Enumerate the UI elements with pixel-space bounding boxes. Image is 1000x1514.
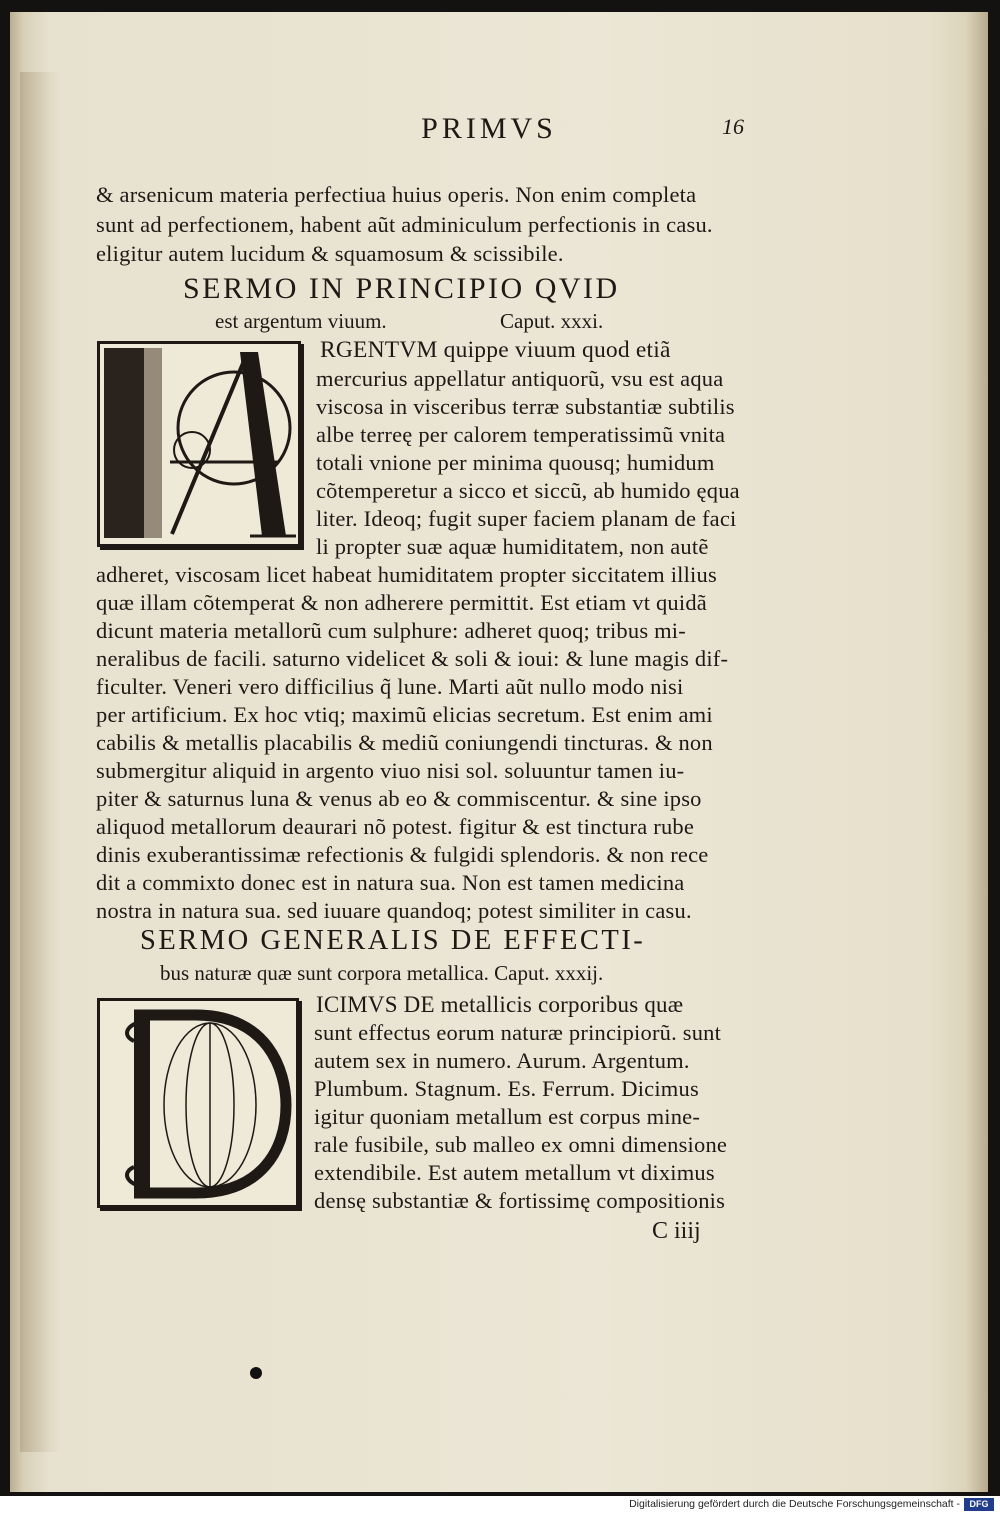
chapter-subheading: est argentum viuum. [215, 309, 387, 333]
text-line: liter. Ideoq; fugit super faciem planam de faci [316, 506, 737, 531]
signature-mark: C iiij [652, 1218, 701, 1244]
text-line: adheret, viscosam licet habeat humiditatem propter siccitatem illius [96, 562, 717, 587]
text-line: li propter suæ aquæ humiditatem, non autẽ [316, 534, 709, 559]
text-line: ICIMVS DE metallicis corporibus quæ [316, 992, 684, 1017]
chapter-heading: SERMO IN PRINCIPIO QVID [183, 272, 620, 305]
text-line: Plumbum. Stagnum. Es. Ferrum. Dicimus [314, 1076, 699, 1101]
text-line: extendibile. Est autem metallum vt diximus [314, 1160, 715, 1185]
text-line: neralibus de facili. saturno videlicet & soli & ioui: & lune magis dif- [96, 646, 729, 671]
initial-d-woodcut [100, 1001, 296, 1205]
text-line: & arsenicum materia perfectiua huius operis. Non enim completa [96, 182, 697, 207]
initial-stroke [172, 356, 246, 534]
text-line: RGENTVM quippe viuum quod etiã [320, 337, 671, 363]
text-line: dicunt materia metallorũ cum sulphure: adheret quoq; tribus mi- [96, 618, 686, 643]
page-gutter-shadow [20, 72, 60, 1452]
text-line: rale fusibile, sub malleo ex omni dimensione [314, 1132, 728, 1157]
text-line: eligitur autem lucidum & squamosum & scissibile. [96, 241, 564, 266]
initial-stem [134, 1015, 150, 1193]
text-line: aliquod metallorum deaurari nõ potest. figitur & est tinctura rube [96, 814, 695, 839]
chapter-subheading: bus naturæ quæ sunt corpora metallica. Caput. xxxij. [160, 961, 604, 985]
initial-a-woodcut [100, 344, 298, 544]
text-line: cõtemperetur a sicco et siccũ, ab humido ęqua [316, 478, 740, 503]
text-line: mercurius appellatur antiquorũ, vsu est aqua [316, 366, 724, 391]
text-line: sunt ad perfectionem, habent aũt adminiculum perfectionis in casu. [96, 212, 713, 237]
text-line: igitur quoniam metallum est corpus mine- [314, 1104, 701, 1129]
text-line: ficulter. Veneri vero difficilius q̃ lune. Marti aũt nullo modo nisi [96, 674, 684, 699]
text-line: submergitur aliquid in argento viuo nisi sol. soluuntur tamen iu- [96, 758, 685, 783]
text-line: albe terreę per calorem temperatissimũ vnita [316, 422, 726, 447]
text-line: cabilis & metallis placabilis & mediũ coniungendi tincturas. & non [96, 730, 713, 755]
text-line: quæ illam cõtemperat & non adherere permittit. Est etiam vt quidã [96, 590, 707, 615]
footer-credit: Digitalisierung gefördert durch die Deutsche Forschungsgemeinschaft - [629, 1498, 960, 1510]
ink-dot [250, 1367, 262, 1379]
initial-hatching [104, 348, 144, 538]
text-line: autem sex in numero. Aurum. Argentum. [314, 1048, 690, 1073]
dfg-logo: DFG [964, 1498, 994, 1511]
page-edge-shadow [966, 12, 988, 1492]
chapter-heading: SERMO GENERALIS DE EFFECTI- [140, 925, 646, 956]
chapter-number: Caput. xxxi. [500, 309, 604, 333]
decorated-initial-a [97, 341, 301, 547]
folio-number: 16 [722, 114, 744, 139]
text-line: dit a commixto donec est in natura sua. Non est tamen medicina [96, 870, 685, 895]
text-line: per artificium. Ex hoc vtiq; maximũ elicias secretum. Est enim ami [96, 702, 713, 727]
text-line: sunt effectus eorum naturæ principiorũ. sunt [314, 1020, 722, 1045]
running-head: PRIMVS [421, 112, 557, 145]
text-line: nostra in natura sua. sed iuuare quandoq; potest similiter in casu. [96, 898, 692, 923]
text-line: dinis exuberantissimæ refectionis & fulgidi splendoris. & non rece [96, 842, 709, 867]
text-line: viscosa in visceribus terræ substantiæ subtilis [316, 394, 735, 419]
text-line: totali vnione per minima quousq; humidum [316, 450, 715, 475]
decorated-initial-d [97, 998, 299, 1208]
text-line: piter & saturnus luna & venus ab eo & commiscentur. & sine ipso [96, 786, 702, 811]
initial-hatching [144, 348, 162, 538]
text-line: densę substantiæ & fortissimę compositionis [314, 1188, 726, 1213]
